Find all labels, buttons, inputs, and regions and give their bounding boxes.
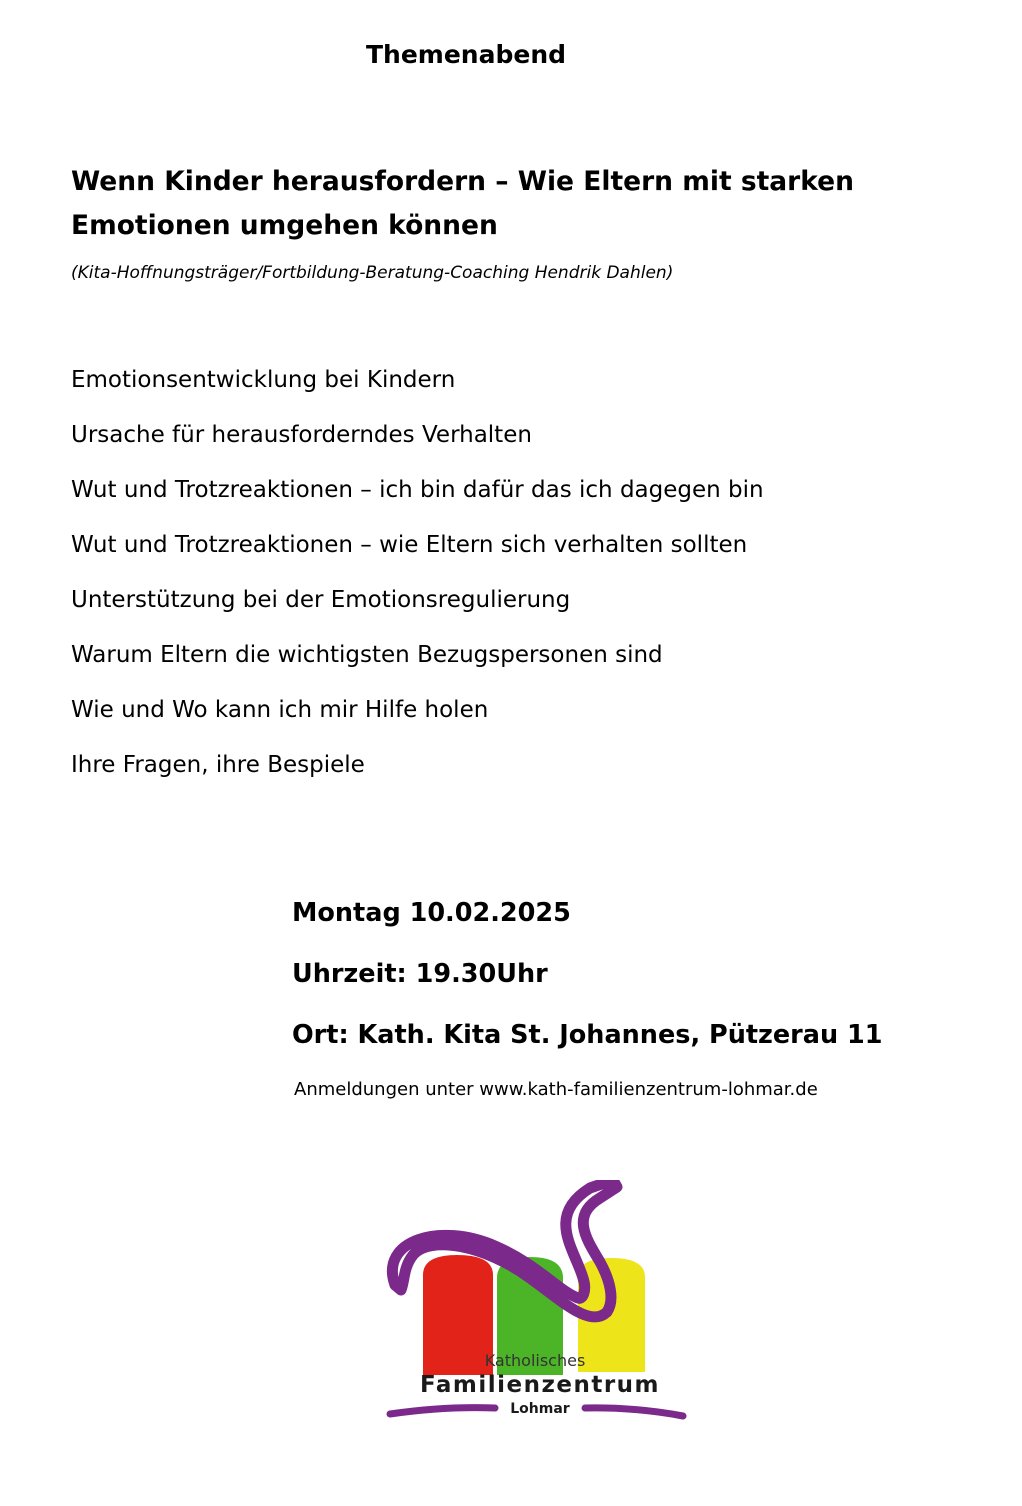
logo-underline-right xyxy=(585,1408,683,1416)
list-item: Wut und Trotzreaktionen – ich bin dafür das ich dagegen bin xyxy=(71,477,764,503)
logo-line-familienzentrum: Familienzentrum xyxy=(419,1372,661,1398)
topic-list xyxy=(71,364,764,804)
list-item: Ursache für herausforderndes Verhalten xyxy=(71,422,532,448)
familienzentrum-logo xyxy=(385,1180,695,1430)
logo-line-katholisches: Katholisches xyxy=(484,1351,586,1370)
list-item: Wut und Trotzreaktionen – wie Eltern sich verhalten sollten xyxy=(71,532,748,558)
logo-line-lohmar: Lohmar xyxy=(510,1401,570,1417)
speaker-credit: (Kita-Hoffnungsträger/Fortbildung-Beratung-Coaching Hendrik Dahlen) xyxy=(71,263,674,283)
page-title: Wenn Kinder herausfordern – Wie Eltern mit starken Emotionen umgehen können xyxy=(71,166,854,241)
list-item: Unterstützung bei der Emotionsregulierung xyxy=(71,587,571,613)
event-date: Montag 10.02.2025 xyxy=(292,898,571,928)
event-time: Uhrzeit: 19.30Uhr xyxy=(292,959,548,989)
logo-red-arch xyxy=(423,1255,493,1375)
page-kicker: Themenabend xyxy=(365,40,567,69)
list-item: Ihre Fragen, ihre Bespiele xyxy=(71,752,365,778)
registration-note: Anmeldungen unter www.kath-familienzentrum-lohmar.de xyxy=(294,1079,818,1100)
event-location: Ort: Kath. Kita St. Johannes, Pützerau 11 xyxy=(292,1020,883,1050)
logo-underline-left xyxy=(390,1408,495,1414)
list-item: Emotionsentwicklung bei Kindern xyxy=(71,367,456,393)
list-item: Wie und Wo kann ich mir Hilfe holen xyxy=(71,697,489,723)
list-item: Warum Eltern die wichtigsten Bezugspersonen sind xyxy=(71,642,663,668)
